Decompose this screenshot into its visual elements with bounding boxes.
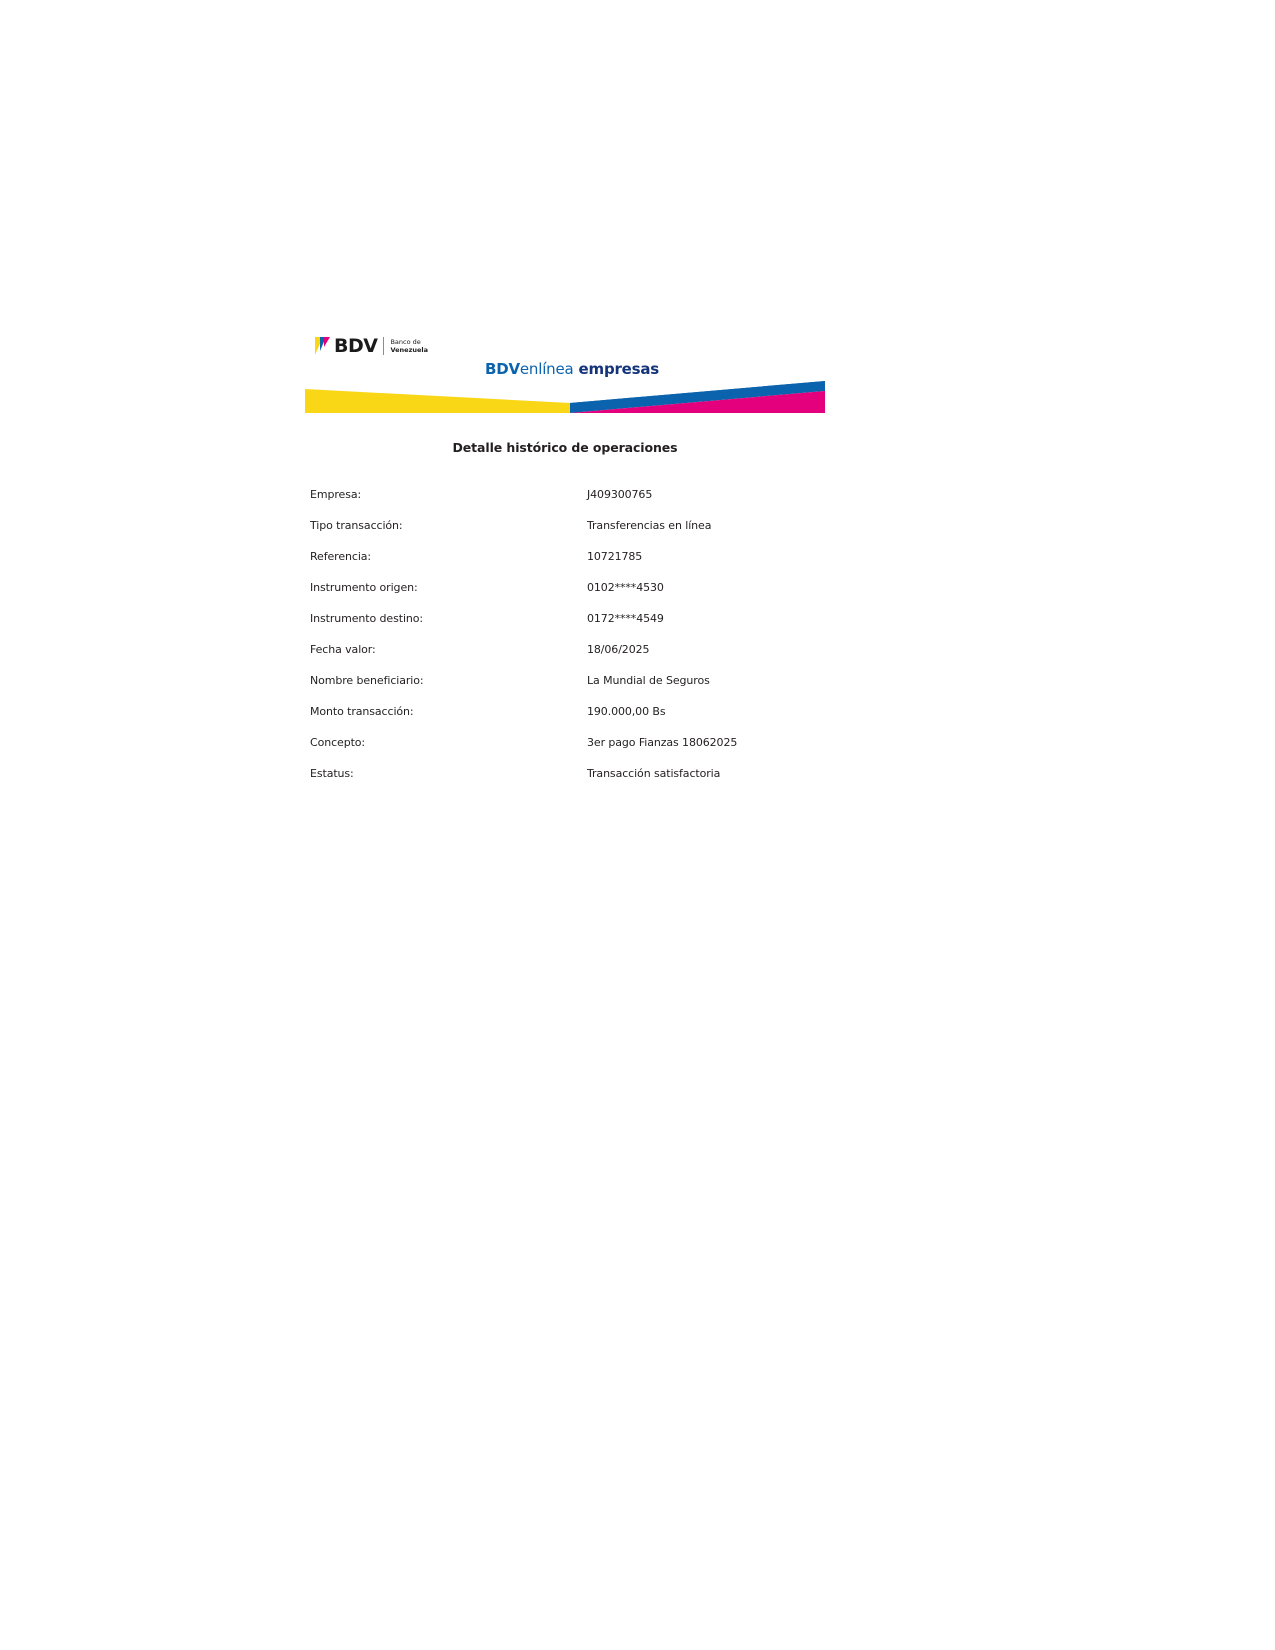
detail-value: 190.000,00 Bs — [587, 705, 666, 718]
detail-row — [310, 519, 910, 550]
detail-row — [310, 674, 910, 705]
detail-row — [310, 612, 910, 643]
detail-row — [310, 643, 910, 674]
detail-value: 0172****4549 — [587, 612, 664, 625]
brand-bdv: BDV — [485, 360, 520, 378]
detail-value: La Mundial de Seguros — [587, 674, 710, 687]
detail-row — [310, 581, 910, 612]
detail-label: Nombre beneficiario: — [310, 674, 424, 687]
detail-label: Empresa: — [310, 488, 362, 501]
detail-label: Tipo transacción: — [310, 519, 403, 532]
detail-row — [310, 736, 910, 767]
bdv-logo-subtitle-line1: Banco de — [390, 338, 421, 346]
detail-value: 10721785 — [587, 550, 643, 563]
detail-value: Transferencias en línea — [587, 519, 712, 532]
detail-value: Transacción satisfactoria — [587, 767, 721, 780]
detail-label: Instrumento origen: — [310, 581, 418, 594]
document-header — [305, 325, 825, 420]
brand-enlinea: enlínea — [519, 360, 574, 378]
detail-row — [310, 767, 910, 798]
detail-label: Monto transacción: — [310, 705, 414, 718]
bdv-flag-icon — [315, 337, 331, 355]
bdv-logo-subtitle-line2: Venezuela — [390, 346, 429, 354]
transaction-details — [310, 488, 910, 798]
detail-row — [310, 488, 910, 519]
detail-label: Concepto: — [310, 736, 366, 749]
bdv-logo-subtitle — [390, 338, 428, 354]
detail-row — [310, 705, 910, 736]
detail-value: 18/06/2025 — [587, 643, 650, 656]
detail-value: 3er pago Fianzas 18062025 — [587, 736, 738, 749]
detail-row — [310, 550, 910, 581]
bdv-logo — [315, 333, 428, 359]
decorative-ribbon — [305, 373, 825, 413]
detail-label: Estatus: — [310, 767, 354, 780]
detail-label: Referencia: — [310, 550, 372, 563]
brand-empresas: empresas — [578, 360, 660, 378]
detail-value: 0102****4530 — [587, 581, 664, 594]
detail-label: Fecha valor: — [310, 643, 376, 656]
detail-label: Instrumento destino: — [310, 612, 424, 625]
bdv-wordmark: BDV — [334, 334, 378, 357]
logo-divider — [383, 337, 384, 355]
detail-value: J409300765 — [587, 488, 653, 501]
page-title: Detalle histórico de operaciones — [452, 440, 678, 455]
